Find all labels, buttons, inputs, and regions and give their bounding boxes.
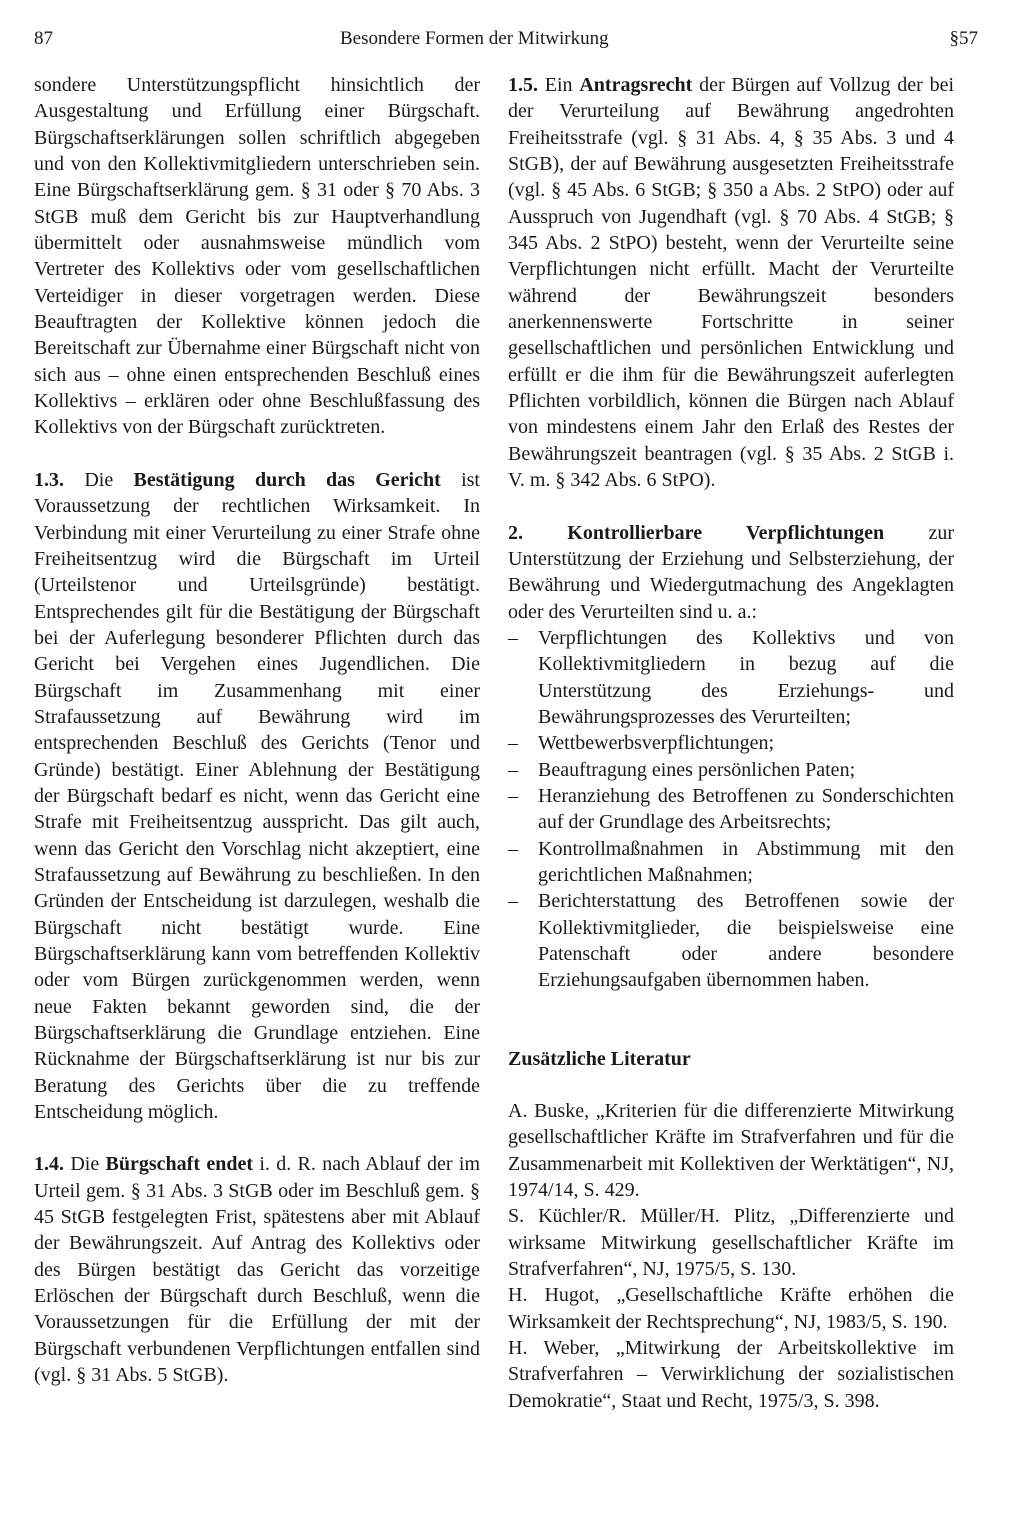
literature-list <box>508 1098 954 1414</box>
running-title: Besondere Formen der Mitwirkung <box>340 28 609 49</box>
paragraph-number: 1.5. <box>508 74 538 96</box>
reference-item: H. Weber, „Mitwirkung der Arbeitskollektive im Strafverfahren – Verwirklichung der sozialistischen Demokratie“, Staat und Recht, 1975/3, S. 398. <box>508 1337 954 1412</box>
left-column <box>34 72 480 1389</box>
paragraph-keyword: Bestätigung durch das Gericht <box>133 468 441 491</box>
page-header <box>34 28 978 54</box>
list-item: – Heranziehung des Betroffenen zu Sonderschichten auf der Grundlage des Arbeitsrechts; <box>508 783 954 836</box>
paragraph-number: 2. <box>508 521 523 544</box>
list-item: – Wettbewerbsverpflichtungen; <box>508 730 954 756</box>
reference-item: H. Hugot, „Gesellschaftliche Kräfte erhöhen die Wirksamkeit der Rechtsprechung“, NJ, 1983/5, S. 190. <box>508 1284 954 1333</box>
list-item: – Verpflichtungen des Kollektivs und von Kollektivmitgliedern in bezug auf die Unterstützung des Erziehungs- und Bewährungsprozesses des Verurteilten; <box>508 625 954 730</box>
reference-item: S. Küchler/R. Müller/H. Plitz, „Differenzierte und wirksame Mitwirkung gesellschaftlicher Kräfte im Strafverfahren“, NJ, 1975/5, S. 130. <box>508 1205 954 1281</box>
paragraph-1-3: 1.3. Die Bestätigung durch das Gericht ist Voraussetzung der rechtlichen Wirksamkeit. In Verbindung mit einer Verurteilung zu einer Strafe ohne Freiheitsentzug wird die Bürgschaft im Urteil (Urteilstenor und Urteilsgründe) bestätigt. Entsprechendes gilt für die Bestätigung der Bürgschaft bei der Auferlegung besonderer Pflichten durch das Gericht bei Vergehen eines Jugendlichen. Die Bürgschaft im Zusammenhang mit einer Strafaussetzung auf Bewährung wird im entsprechenden Beschluß des Gerichts (Tenor und Gründe) bestätigt. Einer Ablehnung der Bestätigung der Bürgschaft bedarf es nicht, wenn das Gericht eine Strafe mit Freiheitsentzug ausspricht. Das gilt auch, wenn das Gericht den Vorschlag nicht akzeptiert, eine Strafaussetzung auf Bewährung zu beschließen. In den Gründen der Entscheidung ist darzulegen, weshalb die Bürgschaft nicht bestätigt wurde. Eine Bürgschaftserklärung kann vom betreffenden Kollektiv oder vom Bürgen zurückgenommen werden, wenn neue Fakten bekannt geworden sind, die der Bürgschaftserklärung die Grundlage entziehen. Eine Rücknahme der Bürgschaftserklärung ist nur bis zur Beratung des Gerichts über die zu treffende Entscheidung möglich. <box>34 468 480 1124</box>
literature-heading: Zusätzliche Literatur <box>508 1047 691 1070</box>
paragraph-1-4: 1.4. Die Bürgschaft endet i. d. R. nach Ablauf der im Urteil gem. § 31 Abs. 3 StGB oder im Beschluß gem. § 45 StGB festgelegten Frist, spätestens aber mit Ablauf der Bewährungszeit. Auf Antrag des Kollektivs oder des Bürgen bestätigt das Gericht das vorzeitige Erlöschen der Bürgschaft durch Beschluß, wenn die Voraussetzungen für die Erfüllung der mit der Bürgschaft verbundenen Verpflichtungen entfallen sind (vgl. § 31 Abs. 5 StGB). <box>34 1153 481 1387</box>
paragraph-1-5: 1.5. Ein Antragsrecht der Bürgen auf Vollzug der bei der Verurteilung auf Bewährung angedrohten Freiheitsstrafe (vgl. § 31 Abs. 4, § 35 Abs. 3 und 4 StGB), der auf Bewährung ausgesetzten Freiheitsstrafe (vgl. § 45 Abs. 6 StGB; § 350 a Abs. 2 StPO) oder auf Ausspruch von Jugendhaft (vgl. § 70 Abs. 4 StGB; § 345 Abs. 2 StPO) besteht, wenn der Verurteilte seine Verpflichtungen nicht erfüllt. Macht der Verurteilte während der Bewährungszeit besonders anerkennenswerte Fortschritte in seiner gesellschaftlichen und persönlichen Entwicklung und erfüllt er die ihm für die Bewährungszeit auferlegten Pflichten vorbildlich, können die Bürgen nach Ablauf von mindestens einem Jahr den Erlaß des Restes der Bewährungszeit beantragen (vgl. § 35 Abs. 2 StGB i. V. m. § 342 Abs. 6 StPO). <box>508 74 955 492</box>
intro-paragraph: sondere Unterstützungspflicht hinsichtlich der Ausgestaltung und Erfüllung einer Bürgschaft. Bürgschaftserklärungen sollen schriftlich abgegeben und von den Kollektivmitgliedern unterschrieben sein. Eine Bürgschaftserklärung gem. § 31 oder § 70 Abs. 3 StGB muß dem Gericht bis zur Hauptverhandlung übermittelt oder ausnahmsweise mündlich vom Vertreter des Kollektivs oder vom gesellschaftlichen Verteidiger in dieser vorgetragen werden. Diese Beauftragten der Kollektive können jedoch die Bereitschaft zur Übernahme einer Bürgschaft nicht von sich aus – ohne einen entsprechenden Beschluß eines Kollektivs – erklären oder ohne Beschlußfassung des Kollektivs von der Bürgschaft zurücktreten. <box>34 74 480 439</box>
list-item: – Kontrollmaßnahmen in Abstimmung mit den gerichtlichen Maßnahmen; <box>508 836 954 889</box>
paragraph-2: 2. Kontrollierbare Verpflichtungen zur Unterstützung der Erziehung und Selbsterziehung, der Bewährung und Wiedergutmachung des Angeklagten oder des Verurteilten sind u. a.: <box>508 521 954 623</box>
obligations-list <box>508 625 954 994</box>
paragraph-keyword: Bürgschaft endet <box>105 1153 253 1176</box>
paragraph-keyword: Antragsrecht <box>579 74 693 96</box>
list-item: – Beauftragung eines persönlichen Paten; <box>508 757 954 783</box>
paragraph-keyword: Kontrollierbare Verpflichtungen <box>567 521 885 544</box>
reference-item: A. Buske, „Kriterien für die differenzierte Mitwirkung gesellschaftlicher Kräfte im Strafverfahren und für die Zusammenarbeit mit Kollektiven der Werktätigen“, NJ, 1974/14, S. 429. <box>508 1100 954 1202</box>
page-number: 87 <box>34 28 53 49</box>
paragraph-number: 1.3. <box>34 468 64 491</box>
section-number: §57 <box>949 28 978 49</box>
paragraph-number: 1.4. <box>34 1153 64 1176</box>
list-item: – Berichterstattung des Betroffenen sowie der Kollektivmitglieder, die beispielsweise eine Patenschaft oder andere besondere Erziehungsaufgaben übernommen haben. <box>508 888 954 993</box>
right-column <box>508 72 954 1414</box>
